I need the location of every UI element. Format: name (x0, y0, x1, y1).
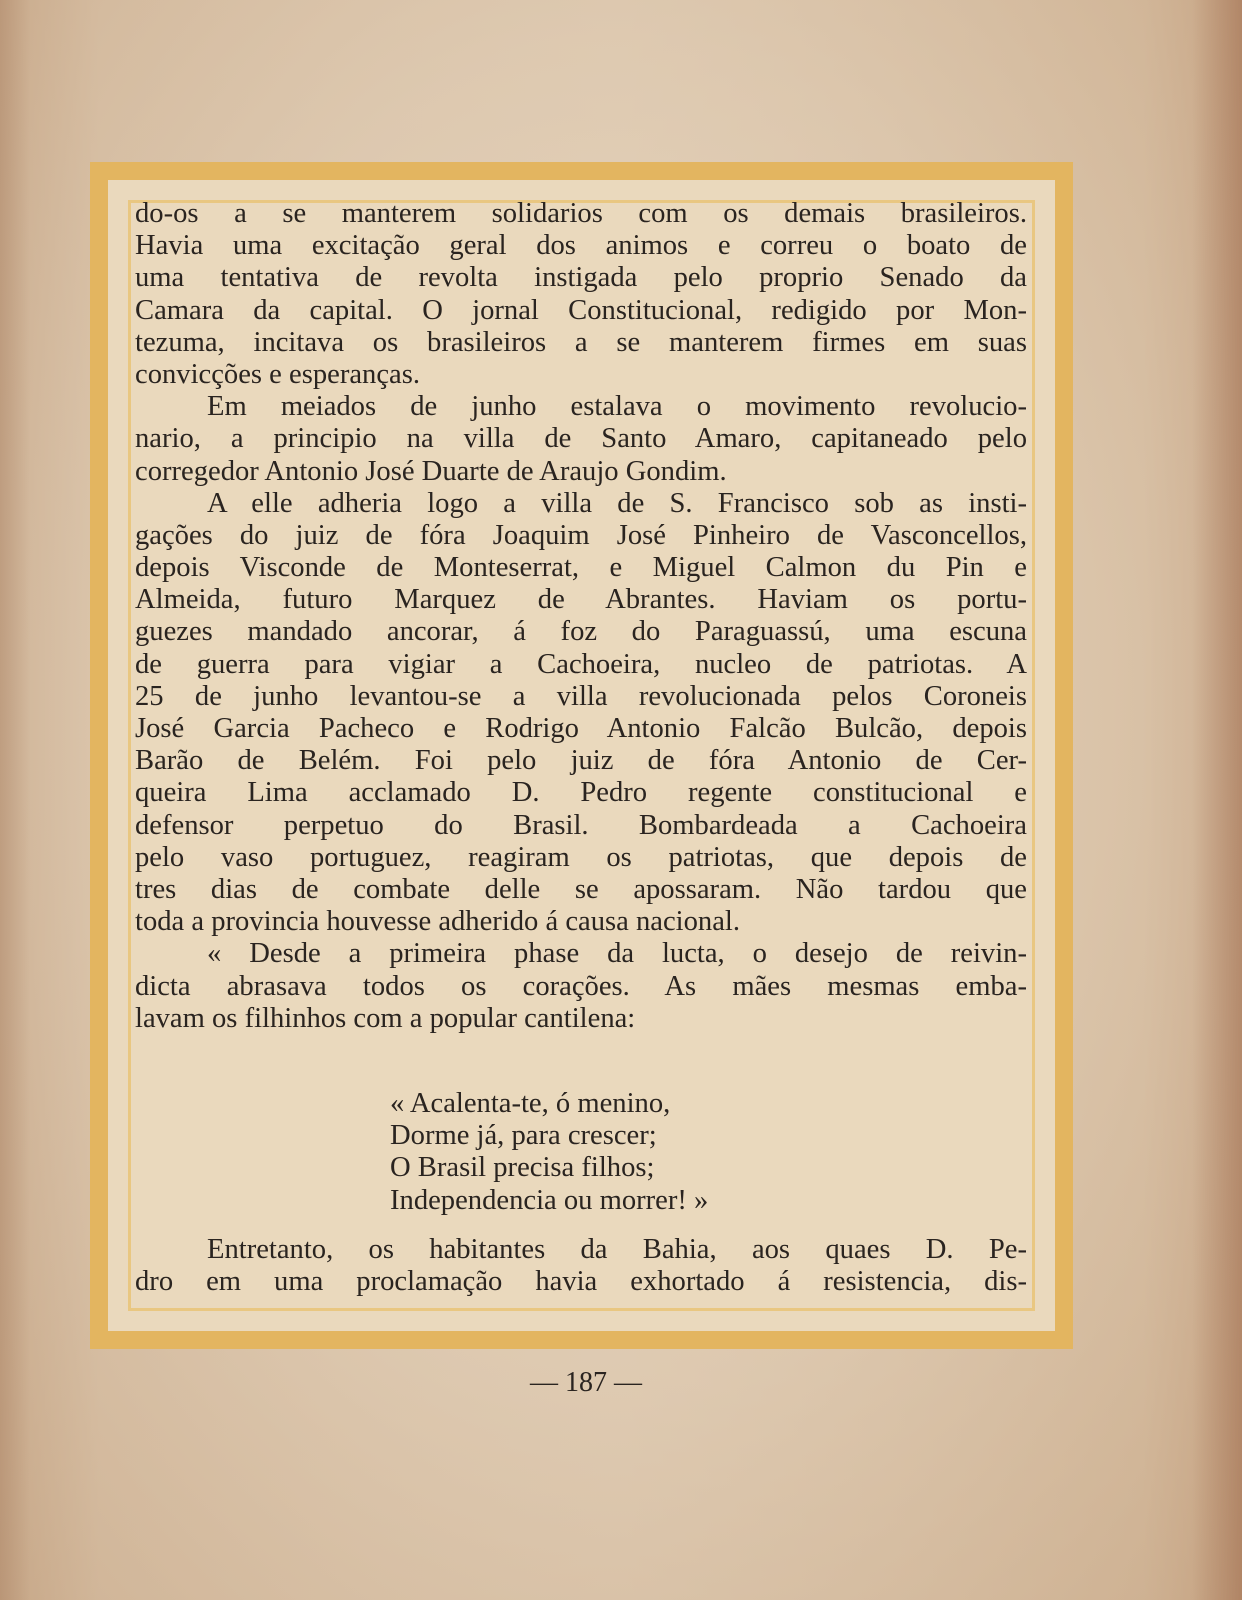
text-line: dicta abrasava todos os corações. As mães mesmas emba- (135, 970, 1027, 1002)
continuation-paragraph (135, 1234, 1027, 1298)
text-line: queira Lima acclamado D. Pedro regente constitucional e (135, 777, 1027, 809)
text-line: depois Visconde de Monteserrat, e Miguel Calmon du Pin e (135, 552, 1027, 584)
page-edge-shadow-left (0, 0, 30, 1600)
text-line: dro em uma proclamação havia exhortado á resistencia, dis- (135, 1266, 1027, 1298)
text-line: Barão de Belém. Foi pelo juiz de fóra Antonio de Cer- (135, 745, 1027, 777)
text-line: do-os a se manterem solidarios com os demais brasileiros. (135, 198, 1027, 229)
text-line: nario, a principio na villa de Santo Amaro, capitaneado pelo (135, 423, 1027, 455)
text-line: Camara da capital. O jornal Constitucional, redigido por Mon- (135, 294, 1027, 326)
text-line: lavam os filhinhos com a popular cantilena: (135, 1002, 636, 1034)
text-line: Havia uma excitação geral dos animos e correu o boato de (135, 230, 1027, 262)
text-line: José Garcia Pacheco e Rodrigo Antonio Falcão Bulcão, depois (135, 713, 1027, 744)
text-line: Almeida, futuro Marquez de Abrantes. Haviam os portu- (135, 584, 1027, 616)
text-line: « Desde a primeira phase da lucta, o desejo de reivin- (207, 938, 1027, 970)
text-line: gações do juiz de fóra Joaquim José Pinheiro de Vasconcellos, (135, 519, 1027, 551)
text-line: de guerra para vigiar a Cachoeira, nucleo de patriotas. A (135, 648, 1027, 680)
text-line: A elle adheria logo a villa de S. Francisco sob as insti- (207, 487, 1027, 519)
text-line: pelo vaso portuguez, reagiram os patriotas, que depois de (135, 841, 1027, 873)
page-edge-shadow-right (1192, 0, 1242, 1600)
verse-quote (390, 1088, 708, 1217)
verse-line: Independencia ou morrer! » (390, 1184, 709, 1216)
text-line: toda a provincia houvesse adherido á causa nacional. (135, 906, 740, 938)
text-line: defensor perpetuo do Brasil. Bombardeada a Cachoeira (135, 809, 1027, 841)
text-line: Entretanto, os habitantes da Bahia, aos quaes D. Pe- (207, 1234, 1027, 1265)
body-text (135, 198, 1027, 1035)
verse-line: O Brasil precisa filhos; (390, 1152, 655, 1184)
text-line: Em meiados de junho estalava o movimento revolucio- (207, 391, 1027, 423)
verse-line: Dorme já, para crescer; (390, 1120, 657, 1152)
text-line: corregedor Antonio José Duarte de Araujo Gondim. (135, 455, 727, 487)
verse-line: « Acalenta-te, ó menino, (390, 1088, 671, 1119)
text-line: convicções e esperanças. (135, 358, 420, 390)
text-line: uma tentativa de revolta instigada pelo proprio Senado da (135, 262, 1027, 294)
page-number: — 187 — (530, 1367, 642, 1398)
text-line: guezes mandado ancorar, á foz do Paraguassú, uma escuna (135, 616, 1027, 648)
text-line: tezuma, incitava os brasileiros a se manterem firmes em suas (135, 326, 1027, 358)
text-line: tres dias de combate delle se apossaram. Não tardou que (135, 873, 1027, 905)
text-line: 25 de junho levantou-se a villa revolucionada pelos Coroneis (135, 680, 1027, 712)
